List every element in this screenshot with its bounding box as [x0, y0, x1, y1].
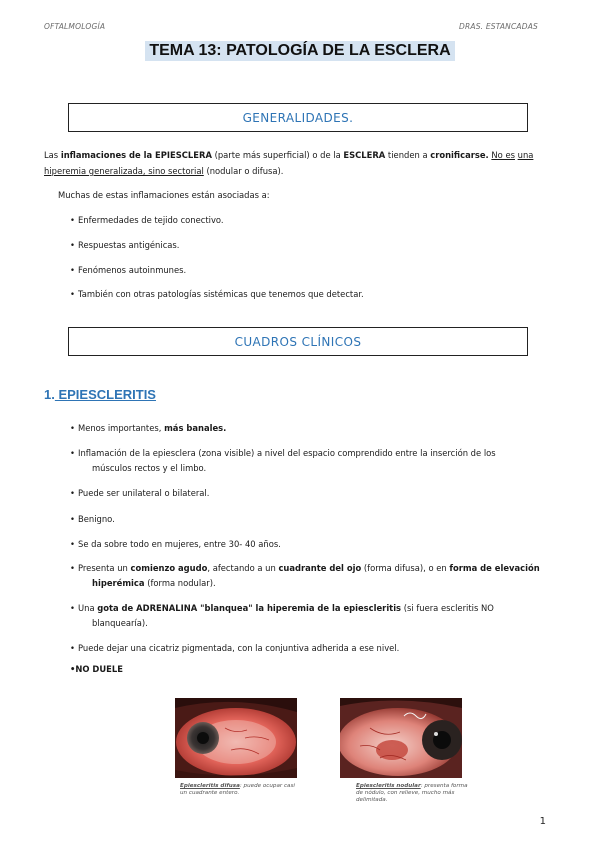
- intro-text: tienden a: [385, 150, 431, 160]
- list-item-text: Puede ser unilateral o bilateral.: [78, 488, 210, 498]
- intro-text: No es: [491, 150, 515, 160]
- list-item-text: Enfermedades de tejido conectivo.: [78, 215, 224, 225]
- caption-text: : presenta forma de nódulo, con relieve, mucho más delimitada.: [356, 783, 468, 803]
- intro-text: cronificarse.: [430, 150, 489, 160]
- list-item: • Puede ser unilateral o bilateral.: [70, 488, 210, 498]
- intro-text: (nodular o difusa).: [203, 166, 284, 176]
- photo-epiescleritis-difusa: [175, 698, 297, 778]
- list-item-text: Se da sobre todo en mujeres, entre 30- 40 años.: [78, 539, 281, 549]
- list-item: • Benigno.: [70, 514, 115, 524]
- intro-text: ESCLERA: [343, 150, 386, 160]
- assoc-intro: Muchas de estas inflamaciones están asociadas a:: [58, 190, 270, 200]
- list-item-text: más banales.: [164, 423, 227, 433]
- intro-paragraph: [44, 147, 564, 179]
- section-box-cuadros: [68, 327, 528, 356]
- section-box-generalidades: [68, 103, 528, 132]
- caption-title: Epiescleritis difusa: [180, 783, 240, 789]
- header-course: OFTALMOLOGÍA: [44, 22, 106, 31]
- list-item: • Enfermedades de tejido conectivo.: [70, 215, 224, 225]
- intro-text: Las: [44, 150, 61, 160]
- list-item: • También con otras patologías sistémicas que tenemos que detectar.: [70, 289, 364, 299]
- list-item-text: hiperémica: [92, 578, 145, 588]
- list-item: • Se da sobre todo en mujeres, entre 30- 40 años.: [70, 539, 281, 549]
- list-item-text: cuadrante del ojo: [278, 563, 362, 573]
- list-item-text: Menos importantes,: [78, 423, 165, 433]
- section-number: 1.: [44, 387, 55, 402]
- list-item-text: forma de elevación: [449, 563, 540, 573]
- list-item-text: (forma difusa), o en: [361, 563, 450, 573]
- intro-text: inflamaciones de la EPIESCLERA: [60, 150, 212, 160]
- intro-text: una hiperemia generalizada, sino sectorial: [44, 150, 534, 176]
- section-heading-cuadros: CUADROS CLÍNICOS: [234, 334, 362, 349]
- list-item-text: gota de ADRENALINA "blanquea" la hiperemia de la epiescleritis: [97, 603, 402, 613]
- list-item: • Una gota de ADRENALINA "blanquea" la hiperemia de la epiescleritis (si fuera escleritis NO blanquearía).: [70, 601, 540, 631]
- list-item: • Puede dejar una cicatriz pigmentada, con la conjuntiva adherida a ese nivel.: [70, 643, 400, 653]
- list-item-text: Benigno.: [78, 514, 115, 524]
- list-item: • Inflamación de la epiesclera (zona visible) a nivel del espacio comprendido entre la inserción de los músculos rectos y el limbo.: [70, 446, 540, 476]
- list-item-text: Inflamación de la epiesclera (zona visible) a nivel del espacio comprendido entre la inserción de los: [78, 448, 496, 458]
- list-item-text: músculos rectos y el limbo.: [92, 463, 207, 473]
- list-item-text: Una: [78, 603, 98, 613]
- intro-text: (parte más superficial) o de la: [211, 150, 344, 160]
- list-item-text: blanquearía).: [92, 618, 148, 628]
- caption-nodular: [356, 783, 476, 804]
- list-item-text: También con otras patologías sistémicas que tenemos que detectar.: [78, 289, 364, 299]
- section-heading-epiescleritis: [44, 387, 156, 402]
- list-item: • Menos importantes, más banales.: [70, 423, 227, 433]
- list-item-text: , afectando a un: [207, 563, 279, 573]
- list-item-text: Presenta un: [78, 563, 131, 573]
- list-item-text: Puede dejar una cicatriz pigmentada, con la conjuntiva adherida a ese nivel.: [78, 643, 400, 653]
- caption-title: Epiescleritis nodular: [356, 783, 421, 789]
- title-wrap: [0, 40, 600, 61]
- caption-text: : puede ocupar casi un cuadrante entero.: [180, 783, 295, 796]
- list-item-text: (forma nodular).: [144, 578, 216, 588]
- list-item-text: comienzo agudo: [130, 563, 208, 573]
- no-duele-note: •NO DUELE: [70, 664, 123, 674]
- list-item-text: Respuestas antigénicas.: [78, 240, 180, 250]
- list-item-text: NO DUELE: [75, 664, 123, 674]
- list-item-text: (si fuera escleritis NO: [401, 603, 494, 613]
- page-title: TEMA 13: PATOLOGÍA DE LA ESCLERA: [145, 41, 454, 61]
- list-item: • Fenómenos autoinmunes.: [70, 265, 187, 275]
- list-item: • Respuestas antigénicas.: [70, 240, 180, 250]
- section-title: EPIESCLERITIS: [54, 387, 156, 402]
- list-item: • Presenta un comienzo agudo, afectando a un cuadrante del ojo (forma difusa), o en forma de elevación hiperémica (forma nodular).: [70, 563, 540, 588]
- page-number: 1: [539, 816, 546, 827]
- list-item-text: Fenómenos autoinmunes.: [78, 265, 187, 275]
- section-heading-generalidades: GENERALIDADES.: [242, 110, 354, 125]
- header-authors: DRAS. ESTANCADAS: [458, 22, 538, 31]
- photo-epiescleritis-nodular: [340, 698, 462, 778]
- caption-difusa: [180, 783, 300, 797]
